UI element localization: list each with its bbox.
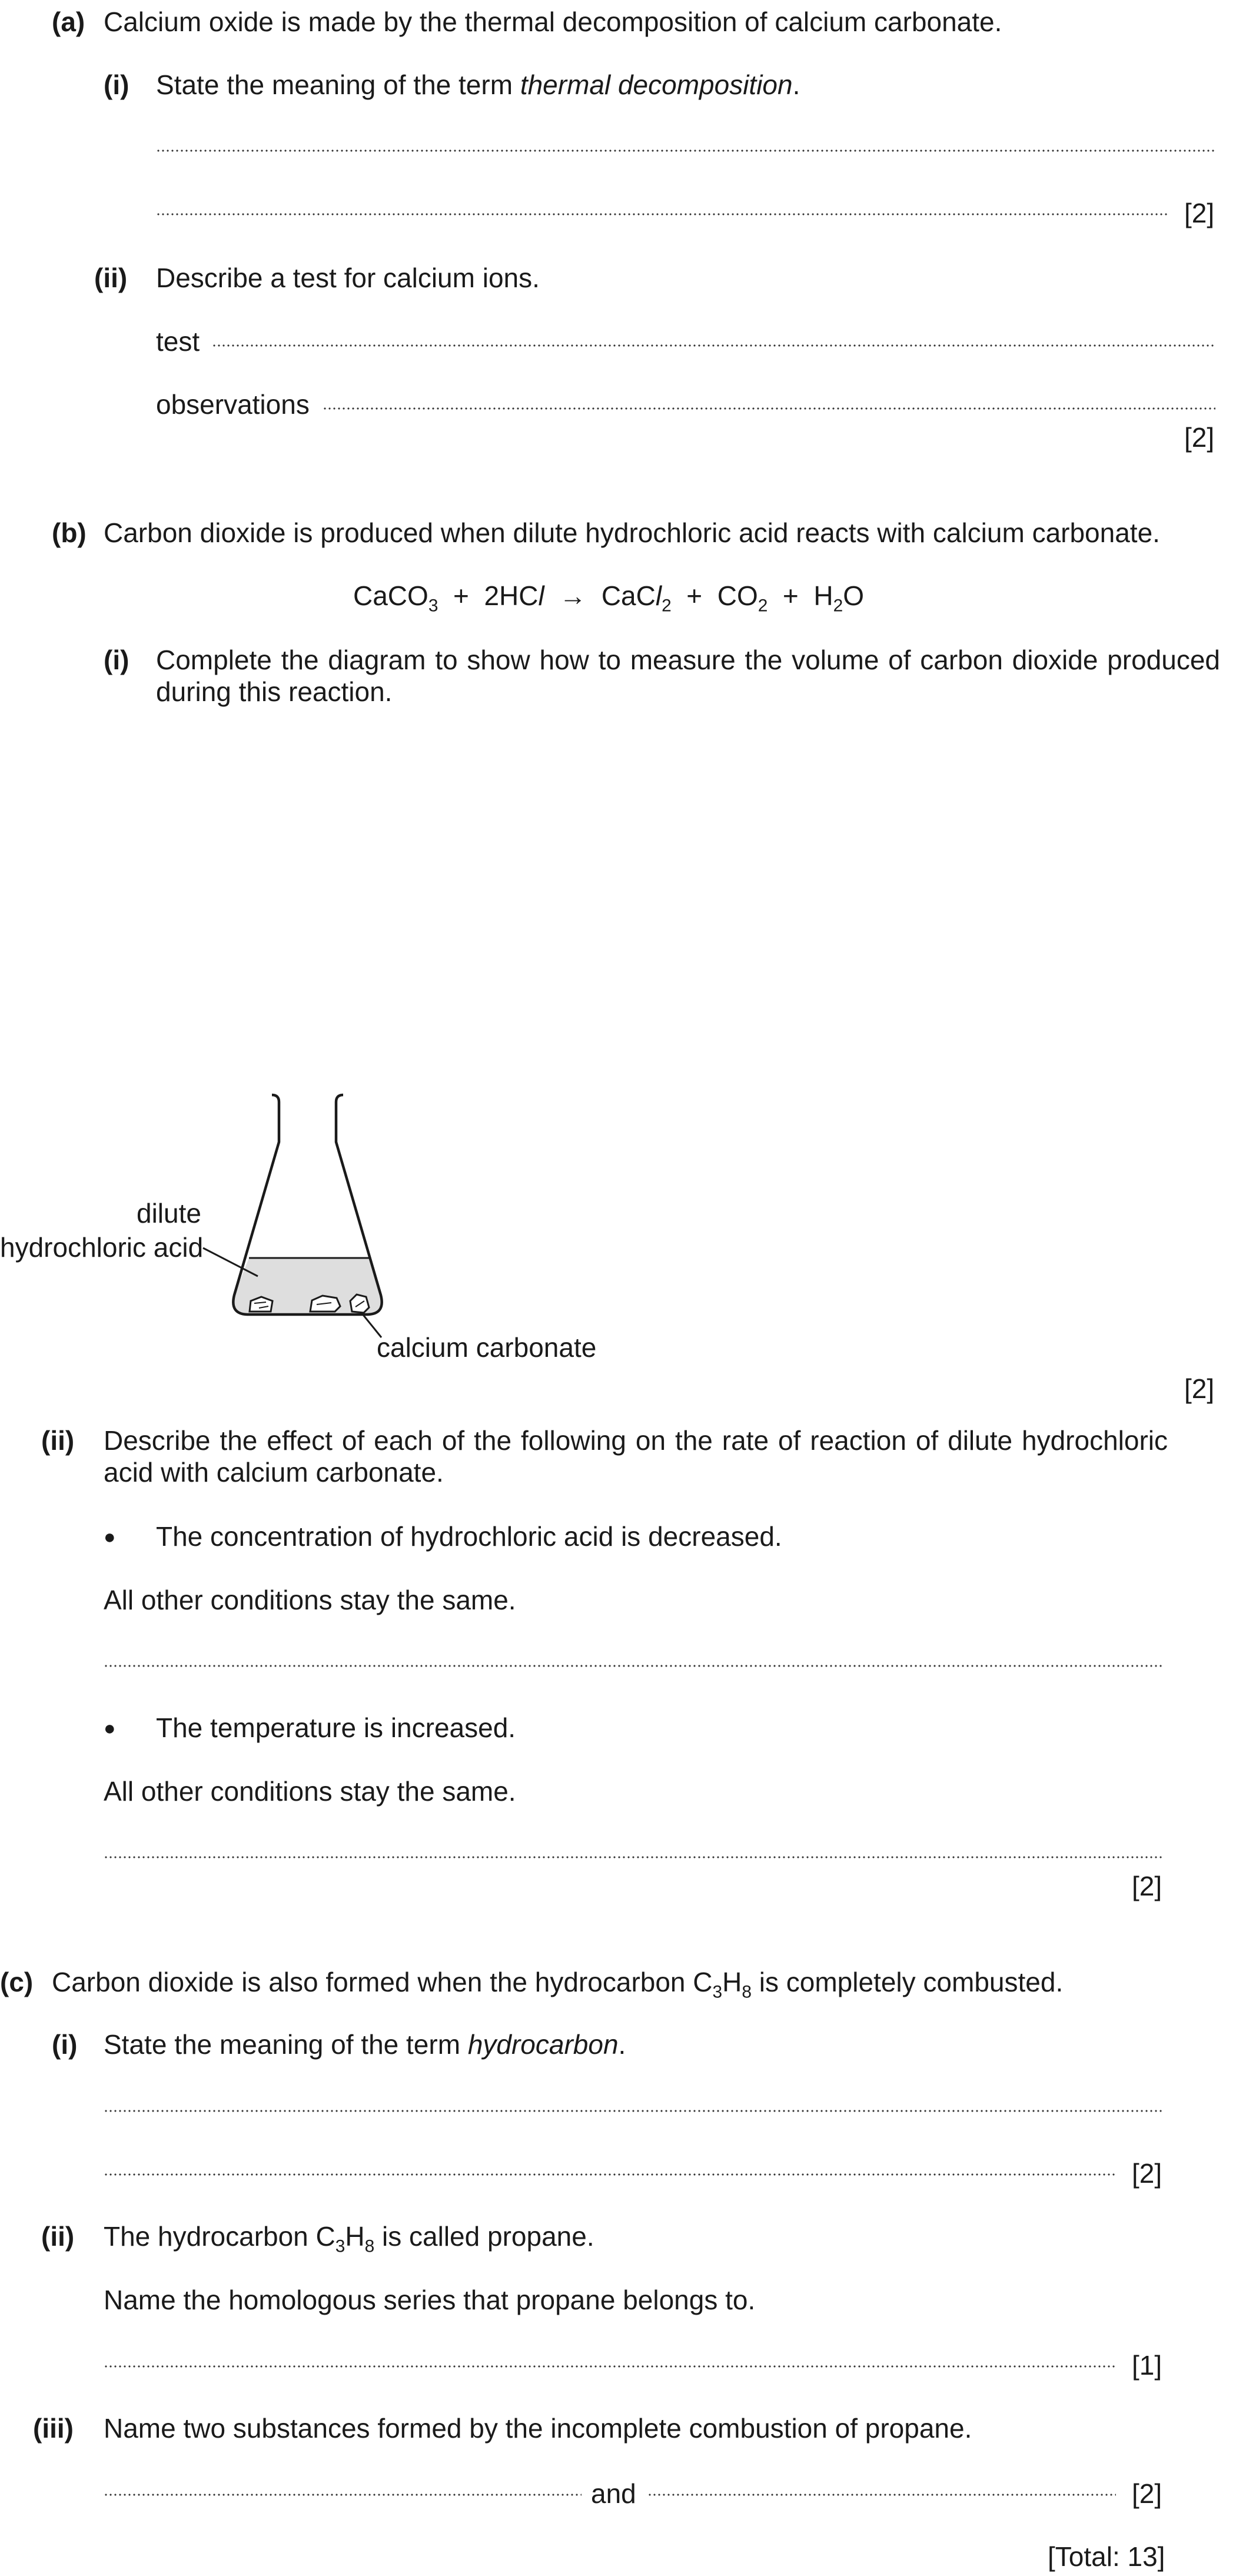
part-c-label: (c) [0, 1967, 34, 1997]
plus-sign: + [453, 580, 469, 611]
part-b-ii-label: (ii) [41, 1425, 75, 1456]
equation-term: CaC [601, 580, 656, 611]
part-b-label: (b) [52, 517, 87, 548]
bullet-icon: ● [104, 1717, 116, 1740]
plus-sign: + [686, 580, 703, 611]
answer-line[interactable] [156, 150, 1215, 152]
marks-badge: [1] [1132, 2350, 1162, 2381]
question-text-end: . [618, 2029, 626, 2060]
question-text-end: is called propane. [374, 2221, 594, 2252]
part-b-i-question: Complete the diagram to show how to measure the volume of carbon dioxide produced during this reaction. [156, 645, 1220, 707]
answer-line[interactable] [104, 2365, 1116, 2368]
marks-badge: [2] [1184, 1373, 1215, 1404]
equation-term: CO [717, 580, 758, 611]
key-term: thermal decomposition [520, 69, 793, 100]
part-b-ii-question: Describe the effect of each of the following on the rate of reaction of dilute hydrochloric acid with calcium carbonate. [104, 1425, 1168, 1488]
part-c-i-question [104, 2029, 626, 2061]
stem-text: is completely combusted. [752, 1967, 1064, 1997]
question-text: H [345, 2221, 365, 2252]
conditions-note: All other conditions stay the same. [104, 1776, 516, 1807]
label-dilute: dilute [137, 1198, 201, 1229]
answer-line[interactable] [104, 2173, 1116, 2176]
part-a-ii-question: Describe a test for calcium ions. [156, 263, 540, 293]
equation-term: O [843, 580, 864, 611]
marks-badge: [2] [1184, 198, 1215, 228]
plus-sign: + [782, 580, 799, 611]
marks-badge: [2] [1132, 2158, 1162, 2189]
equation-term: CaCO [353, 580, 428, 611]
part-c-iii-label: (iii) [33, 2413, 74, 2444]
label-hydrochloric-acid: hydrochloric acid [0, 1232, 204, 1263]
subscript: 8 [364, 2236, 375, 2256]
part-c-i-label: (i) [52, 2029, 78, 2060]
subscript: 3 [428, 596, 438, 616]
stem-text: H [722, 1967, 742, 1997]
observations-label: observations [156, 389, 310, 420]
subscript: 2 [833, 596, 843, 616]
marks-badge: [2] [1184, 422, 1215, 453]
part-c-ii-label: (ii) [41, 2221, 75, 2252]
key-term: hydrocarbon [467, 2029, 619, 2060]
conical-flask-diagram [0, 1083, 647, 1366]
chemical-equation [353, 580, 864, 616]
answer-line[interactable] [647, 2494, 1116, 2496]
equation-term: l [655, 580, 662, 611]
subscript: 2 [757, 596, 768, 616]
question-text-end: . [792, 69, 800, 100]
question-text: State the meaning of the term [104, 2029, 468, 2060]
bullet-temperature: The temperature is increased. [156, 1712, 516, 1743]
test-label: test [156, 326, 200, 357]
conditions-note: All other conditions stay the same. [104, 1585, 516, 1615]
part-c-ii-question [104, 2220, 594, 2256]
marks-badge: [2] [1132, 2478, 1162, 2509]
total-marks: [Total: 13] [1048, 2541, 1165, 2572]
part-c-stem [52, 1966, 1064, 2002]
stem-text: Carbon dioxide is also formed when the hydrocarbon C [52, 1967, 713, 1997]
question-text: The hydrocarbon C [104, 2221, 335, 2252]
bullet-icon: ● [104, 1526, 116, 1548]
answer-line[interactable] [156, 213, 1168, 215]
part-a-label: (a) [52, 6, 85, 37]
subscript: 3 [712, 1982, 723, 2002]
answer-line[interactable] [104, 2494, 582, 2496]
answer-line[interactable] [104, 2110, 1163, 2112]
part-b-stem: Carbon dioxide is produced when dilute hydrochloric acid reacts with calcium carbonate. [104, 517, 1160, 548]
subscript: 3 [335, 2236, 345, 2256]
part-b-i-label: (i) [104, 645, 129, 675]
and-label: and [591, 2478, 636, 2509]
label-calcium-carbonate: calcium carbonate [377, 1332, 597, 1363]
marks-badge: [2] [1132, 1871, 1162, 1901]
answer-line[interactable] [104, 1856, 1163, 1858]
part-c-ii-instruction: Name the homologous series that propane belongs to. [104, 2285, 756, 2315]
answer-line[interactable] [104, 1665, 1163, 1667]
equation-term: H [813, 580, 833, 611]
answer-line[interactable] [323, 407, 1215, 410]
equation-term: 2HC [484, 580, 539, 611]
part-a-ii-label: (ii) [94, 263, 128, 293]
subscript: 8 [742, 1982, 752, 2002]
equation-term: l [538, 580, 544, 611]
part-c-iii-question: Name two substances formed by the incomplete combustion of propane. [104, 2413, 972, 2444]
reaction-arrow: → [559, 580, 587, 611]
answer-line[interactable] [212, 344, 1215, 347]
bullet-concentration: The concentration of hydrochloric acid is decreased. [156, 1521, 782, 1552]
part-a-stem: Calcium oxide is made by the thermal decomposition of calcium carbonate. [104, 6, 1002, 37]
question-text: State the meaning of the term [156, 69, 520, 100]
subscript: 2 [662, 596, 672, 616]
part-a-i-label: (i) [104, 69, 129, 100]
part-a-i-question [156, 69, 800, 101]
